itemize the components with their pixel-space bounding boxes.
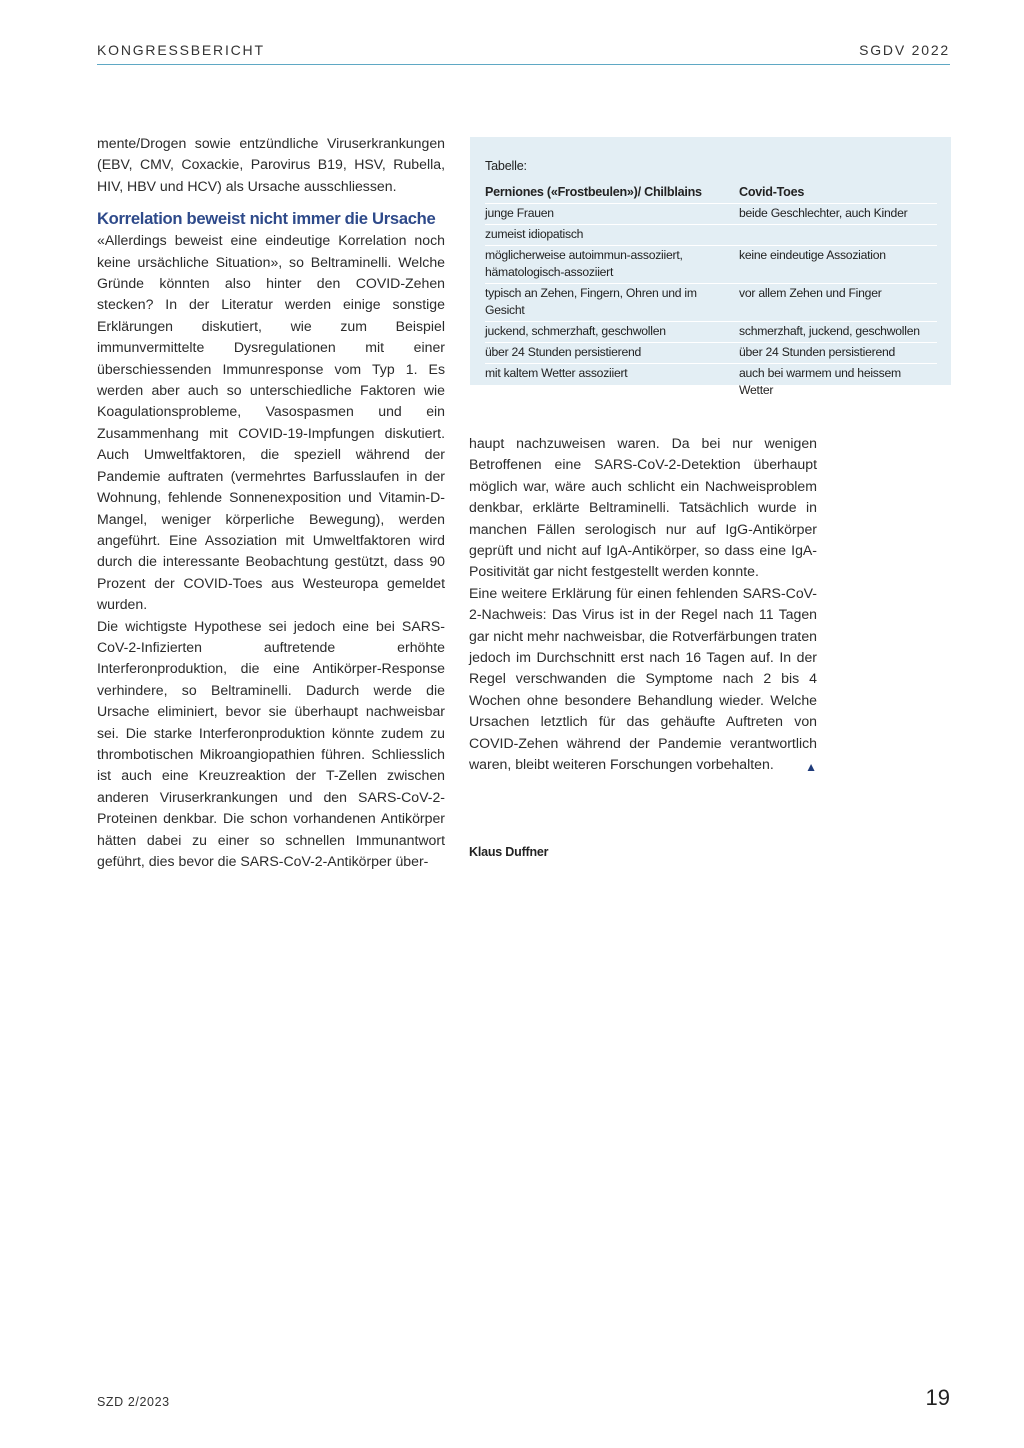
table-header-cell: Covid-Toes xyxy=(739,183,937,204)
table-cell xyxy=(739,225,937,246)
section-subheading: Korrelation beweist nicht immer die Ursache xyxy=(97,209,436,229)
table-cell: auch bei warmem und heissem Wetter xyxy=(739,364,937,402)
table-cell: keine eindeutige Assoziation xyxy=(739,246,937,284)
end-of-article-triangle-icon: ▲ xyxy=(805,759,817,774)
table-row xyxy=(485,322,937,343)
table-row xyxy=(485,284,937,322)
table-row xyxy=(485,204,937,225)
table-row xyxy=(485,343,937,364)
table-header-cell: Perniones («Frostbeulen»)/ Chilblains xyxy=(485,183,739,204)
journal-issue: SZD 2/2023 xyxy=(97,1395,170,1409)
table-cell: juckend, schmerzhaft, geschwollen xyxy=(485,322,739,343)
right-column xyxy=(469,433,817,773)
table-cell: über 24 Stunden persistierend xyxy=(739,343,937,364)
table-header-row xyxy=(485,183,937,204)
issue-label: SGDV 2022 xyxy=(859,42,950,58)
paragraph: haupt nachzuweisen waren. Da bei nur wenigen Betroffenen eine SARS-CoV-2-Detektion überhaupt möglich war, wäre auch schlicht ein Nachweisproblem denkbar, erklärte Beltraminelli. Tatsächlich wurde in manchen Fällen serologisch nur auf IgG-Antikörper geprüft und nicht auf IgA-Antikörper, so dass eine IgA-Positivität gar nicht festgestellt werden konnte. xyxy=(469,435,817,580)
table-cell: junge Frauen xyxy=(485,204,739,225)
table-row xyxy=(485,364,937,402)
comparison-table xyxy=(485,183,937,402)
table-row xyxy=(485,246,937,284)
table-cell: möglicherweise autoimmun-assoziiert, hämatologisch-assoziiert xyxy=(485,246,739,284)
paragraph: mente/Drogen sowie entzündliche Viruserkrankungen (EBV, CMV, Coxackie, Parovirus B19, HSV, Rubella, HIV, HBV und HCV) als Ursache ausschliessen. xyxy=(97,135,445,194)
paragraph: Die wichtigste Hypothese sei jedoch eine bei SARS-CoV-2-Infizierten auftretende erhöhte Interferonproduktion, die eine Antikörper-Response verhindere, so Beltraminelli. Dadurch werde die Ursache eliminiert, bevor sie überhaupt nachweisbar sei. Die starke Interferonproduktion könnte zudem zu thrombotischen Mikroangiopathien führen. Schliesslich ist auch eine Kreuzreaktion der T-Zellen zwischen anderen Viruserkrankungen und den SARS-CoV-2-Proteinen denkbar. Die schon vorhandenen Antikörper hätten dabei zu einer so schnellen Immunantwort geführt, dies bevor die SARS-CoV-2-Antikörper über- xyxy=(97,617,445,869)
table-cell: schmerzhaft, juckend, geschwollen xyxy=(739,322,937,343)
table-row xyxy=(485,225,937,246)
table-cell: vor allem Zehen und Finger xyxy=(739,284,937,322)
paragraph: «Allerdings beweist eine eindeutige Korrelation noch keine ursächliche Situation», so Beltraminelli. Welche Gründe könnten also hinter den COVID-Zehen stecken? In der Literatur werden einige sonstige Erklärungen diskutiert, wie zum Beispiel immunvermittelte Dysregulationen mit einer überschiessenden Immunresponse vom Typ 1. Es werden aber auch so unterschiedliche Faktoren wie Koagulationsprobleme, Vasospasmen und ein Zusammenhang mit COVID-19-Impfungen diskutiert. Auch Umweltfaktoren, die speziell während der Pandemie auftraten (vermehrtes Barfusslaufen in der Wohnung, fehlende Sonnenexposition und Vitamin-D-Mangel, weniger körperliche Bewegung), werden angeführt. Eine Assoziation mit Umweltfaktoren wird durch die interessante Beobachtung gestützt, dass 90 Prozent der COVID-Toes aus Westeuropa gemeldet wurden. xyxy=(97,232,445,613)
comparison-table-box xyxy=(470,137,951,397)
table-cell: zumeist idiopatisch xyxy=(485,225,739,246)
page-number: 19 xyxy=(925,1385,950,1410)
running-header xyxy=(97,40,950,65)
paragraph: Eine weitere Erklärung für einen fehlenden SARS-CoV-2-Nachweis: Das Virus ist in der Regel nach 11 Tagen gar nicht mehr nachweisbar, die Rotverfärbungen traten jedoch im Durchschnitt erst nach 16 Tagen auf. In der Regel verschwanden die Symptome nach 2 bis 4 Wochen ohne besondere Behandlung wieder. Welche Ursachen letztlich für das gehäufte Auftreten von COVID-Zehen während der Pandemie verantwortlich waren, bleibt weiteren Forschungen vorbehalten. xyxy=(469,584,817,773)
author-name: Klaus Duffner xyxy=(469,845,549,859)
table-cell: über 24 Stunden persistierend xyxy=(485,343,739,364)
table-cell: beide Geschlechter, auch Kinder xyxy=(739,204,937,225)
table-cell: typisch an Zehen, Fingern, Ohren und im Gesicht xyxy=(485,284,739,322)
table-cell: mit kaltem Wetter assoziiert xyxy=(485,364,739,402)
section-label: KONGRESSBERICHT xyxy=(97,42,265,58)
table-caption: Tabelle: xyxy=(485,159,527,173)
left-column xyxy=(97,133,445,872)
